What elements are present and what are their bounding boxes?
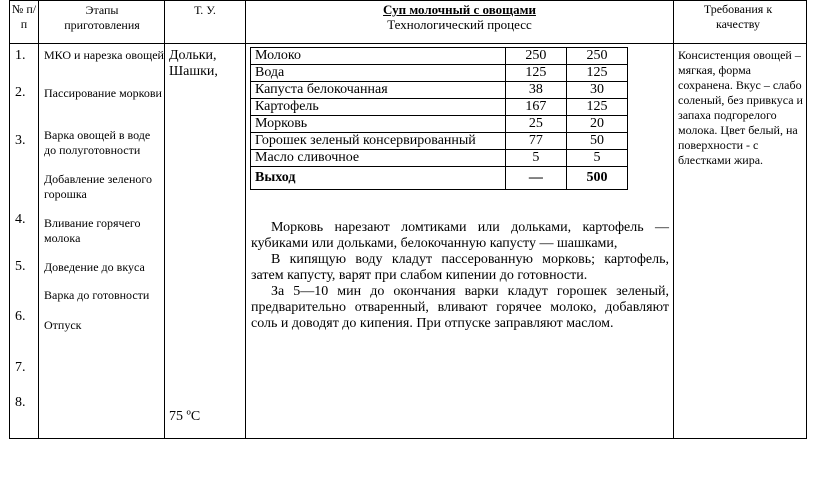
ingredient-name: Горошек зеленый консервированный xyxy=(251,133,506,150)
row-number: 8. xyxy=(15,395,26,410)
ingredient-brutto: 25 xyxy=(505,116,566,133)
ingredient-netto: 250 xyxy=(566,48,627,65)
table-bottom-border xyxy=(9,438,807,439)
col-border-2 xyxy=(164,0,165,439)
tu-cut-shapes: Дольки, Шашки, xyxy=(169,48,218,79)
ingredient-brutto: 250 xyxy=(505,48,566,65)
ingredient-brutto: 167 xyxy=(505,99,566,116)
ingredient-name: Масло сливочное xyxy=(251,150,506,167)
col-border-3 xyxy=(245,0,246,439)
ingredient-netto: 125 xyxy=(566,99,627,116)
page-title: Суп молочный с овощами xyxy=(383,2,536,17)
row-number: 5. xyxy=(15,259,26,274)
process-paragraph: За 5—10 мин до окончания варки кладут горошек зеленый, предварительно отваренный, вливают горячее молоко, добавляют соль и доводят до кипения. При отпуске заправляют маслом. xyxy=(251,284,669,331)
ingredient-name: Морковь xyxy=(251,116,506,133)
total-brutto: — xyxy=(505,167,566,190)
table-row xyxy=(251,99,628,116)
header-number: № п/п xyxy=(11,2,37,31)
tu-temperature: 75 ºC xyxy=(169,409,201,424)
row-number: 2. xyxy=(15,85,26,100)
table-row xyxy=(251,48,628,65)
ingredient-name: Молоко xyxy=(251,48,506,65)
row-number: 3. xyxy=(15,133,26,148)
table-row xyxy=(251,82,628,99)
ingredient-netto: 20 xyxy=(566,116,627,133)
stage-item: Варка до готовности xyxy=(44,288,150,302)
header-bottom-border xyxy=(9,43,807,44)
ingredient-brutto: 125 xyxy=(505,65,566,82)
row-number: 7. xyxy=(15,360,26,375)
header-stages: Этапы приготовления xyxy=(64,3,140,32)
total-name: Выход xyxy=(251,167,506,190)
stage-item: Доведение до вкуса xyxy=(44,260,145,274)
process-paragraph: Морковь нарезают ломтиками или дольками, картофель — кубиками или дольками, белокочанную капусту — шашками, xyxy=(251,220,669,251)
row-number: 4. xyxy=(15,212,26,227)
ingredients-table xyxy=(250,47,628,190)
total-row xyxy=(251,167,628,190)
ingredient-netto: 125 xyxy=(566,65,627,82)
process-description xyxy=(251,220,669,332)
stage-item: Вливание горячего молока xyxy=(44,216,141,245)
ingredient-brutto: 77 xyxy=(505,133,566,150)
stage-item: Варка овощей в воде до полуготовности xyxy=(44,128,151,157)
ingredient-netto: 30 xyxy=(566,82,627,99)
col-border-1 xyxy=(38,0,39,439)
ingredient-name: Вода xyxy=(251,65,506,82)
stage-item: Пассирование моркови xyxy=(44,86,162,100)
total-netto: 500 xyxy=(566,167,627,190)
stage-item: Отпуск xyxy=(44,318,82,332)
header-tu: Т. У. xyxy=(194,3,216,17)
col-border-4 xyxy=(673,0,674,439)
ingredient-netto: 5 xyxy=(566,150,627,167)
row-number: 6. xyxy=(15,309,26,324)
col-border-left xyxy=(9,0,10,439)
row-number: 1. xyxy=(15,48,26,63)
stage-item: МКО и нарезка овощей xyxy=(44,48,164,62)
process-paragraph: В кипящую воду кладут пассерованную морковь; картофель, затем капусту, варят при слабом кипении до готовности. xyxy=(251,252,669,283)
table-row xyxy=(251,150,628,167)
table-top-border xyxy=(9,0,807,1)
table-row xyxy=(251,65,628,82)
page-subtitle: Технологический процесс xyxy=(387,17,532,32)
ingredient-netto: 50 xyxy=(566,133,627,150)
table-row xyxy=(251,133,628,150)
ingredient-brutto: 38 xyxy=(505,82,566,99)
header-quality: Требования к качеству xyxy=(703,2,773,31)
quality-requirements: Консистенция овощей – мягкая, форма сохранена. Вкус – слабо соленый, без привкуса и запаха подгорелого молока. Цвет белый, на поверхности - с блестками жира. xyxy=(678,48,803,167)
ingredient-name: Капуста белокочанная xyxy=(251,82,506,99)
ingredient-name: Картофель xyxy=(251,99,506,116)
stage-item: Добавление зеленого горошка xyxy=(44,172,153,201)
col-border-right xyxy=(806,0,807,439)
ingredient-brutto: 5 xyxy=(505,150,566,167)
table-row xyxy=(251,116,628,133)
